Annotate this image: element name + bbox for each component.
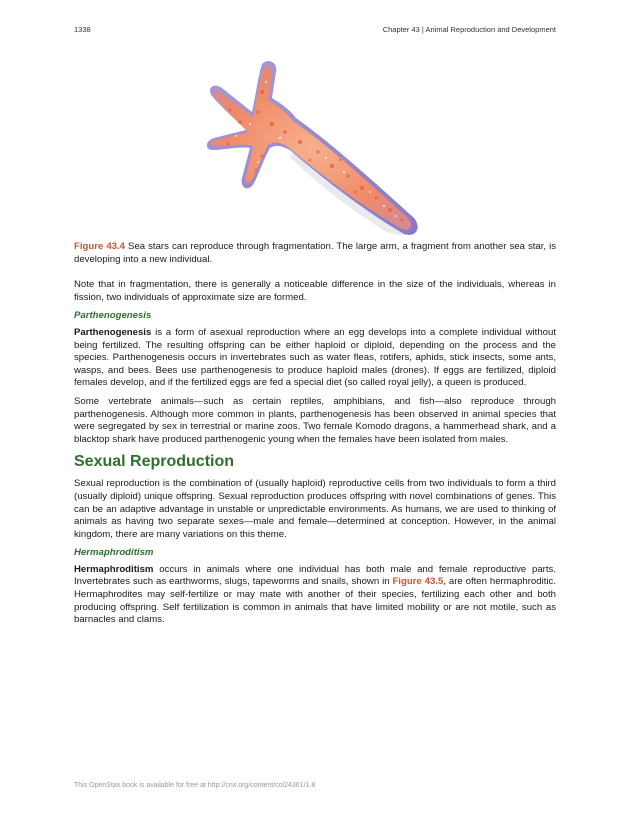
- parthenogenesis-term: Parthenogenesis: [74, 326, 152, 338]
- sexual-reproduction-paragraph: Sexual reproduction is the combination of (usually haploid) reproductive cells from two individuals to form a third (usually diploid) unique offspring. Sexual reproduction produces offspring with novel combinations of genes. This can be an adaptive advantage in unstable or unpredictable environments. As humans, we are used to thinking of animals as having two separate sexes—male and female—determined at conception. However, in the animal kingdom, there are many variations on this theme.: [74, 478, 556, 540]
- figure-image: [0, 52, 630, 242]
- page-content: [74, 241, 556, 633]
- sea-star-illustration: [0, 52, 630, 242]
- page-header: [74, 25, 556, 37]
- chapter-title: Chapter 43 | Animal Reproduction and Development: [382, 25, 556, 34]
- page-number: 1338: [74, 25, 91, 34]
- hermaphroditism-text-a: occurs in animals where one individual has both male and female reproductive parts. Invertebrates such as earthworms, slugs, tapeworms and snails, shown in: [74, 563, 556, 588]
- figure-caption: [74, 241, 556, 266]
- parthenogenesis-paragraph-1: [74, 327, 556, 390]
- hermaphroditism-text-b: , are often hermaphroditic. Hermaphrodites may self-fertilize or may mate with another of their species, fertilizing each other and both producing offspring. Self fertilization is common in animals that have limited mobility or are not motile, such as barnacles and clams.: [74, 576, 556, 626]
- parthenogenesis-paragraph-1-text: is a form of asexual reproduction where an egg develops into a complete individual without being fertilized. The resulting offspring can be either haploid or diploid, depending on the process and the species. Parthenogenesis occurs in invertebrates such as water fleas, rotifers, aphids, stick insects, some ants, wasps, and bees. Bees use parthenogenesis to produce haploid males (drones). If eggs are fertilized, diploid females develop, and if the fertilized eggs are fed a special diet (so called royal jelly), a queen is produced.: [74, 326, 556, 389]
- figure-caption-text: Sea stars can reproduce through fragmentation. The large arm, a fragment from another sea star, is developing into a new individual.: [74, 241, 557, 265]
- figure-43-5-link[interactable]: Figure 43.5: [392, 576, 444, 588]
- intro-paragraph: Note that in fragmentation, there is generally a noticeable difference in the size of the individuals, whereas in fission, two individuals of approximate size are formed.: [74, 279, 556, 303]
- figure-label: Figure 43.4: [74, 241, 126, 252]
- hermaphroditism-paragraph: [74, 564, 556, 627]
- parthenogenesis-heading: Parthenogenesis: [74, 310, 152, 322]
- sexual-reproduction-heading: Sexual Reproduction: [74, 453, 235, 471]
- page-footer: This OpenStax book is available for free at http://cnx.org/content/col24361/1.8: [74, 782, 316, 789]
- parthenogenesis-paragraph-2: Some vertebrate animals—such as certain reptiles, amphibians, and fish—also reproduce through parthenogenesis. Although more common in plants, parthenogenesis has been observed in animal species that were segregated by sex in terrestrial or marine zoos. Two female Komodo dragons, a hammerhead shark, and a blacktop shark have produced parthenogenic young when the females have been isolated from males.: [74, 395, 556, 445]
- hermaphroditism-term: Hermaphroditism: [74, 563, 154, 575]
- hermaphroditism-heading: Hermaphroditism: [74, 547, 154, 559]
